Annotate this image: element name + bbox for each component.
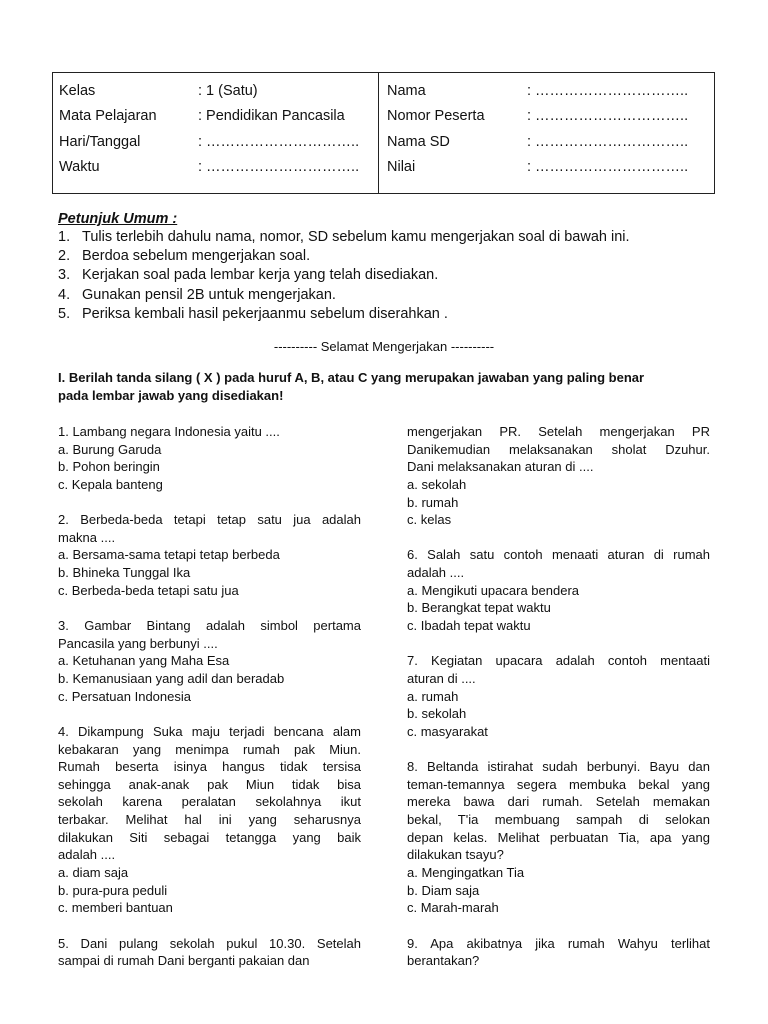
question-text: 4. Dikampung Suka maju terjadi bencana alam xyxy=(58,723,361,739)
answer-option: a. Mengingatkan Tia xyxy=(407,865,525,881)
question-text: 2. Berbeda-beda tetapi tetap satu jua adalah xyxy=(58,512,361,528)
answer-option: b. Bhineka Tunggal Ika xyxy=(58,565,191,581)
question-text: terbakar. Melihat hal ini yang seharusnya xyxy=(58,812,361,828)
question-text: depan kelas. Melihat perbuatan Tia, apa yang xyxy=(407,829,710,845)
question-text: 5. Dani pulang sekolah pukul 10.30. Setelah xyxy=(58,935,361,951)
question-text: 6. Salah satu contoh menaati aturan di rumah xyxy=(407,547,710,563)
question-text: sehingga anak-anak pak Miun tidak bisa xyxy=(58,776,361,792)
section-instruction xyxy=(58,369,710,404)
table-divider xyxy=(378,73,379,193)
question-text: makna .... xyxy=(58,529,116,545)
instruction-text: Berdoa sebelum mengerjakan soal. xyxy=(82,248,311,265)
field-value: : ………………………….. xyxy=(527,108,689,125)
instruction-number: 3. xyxy=(58,267,71,284)
instruction-text: Tulis terlebih dahulu nama, nomor, SD sebelum kamu mengerjakan soal di bawah ini. xyxy=(82,229,630,245)
section-line: pada lembar jawab yang disediakan! xyxy=(58,387,284,403)
field-value: : ………………………….. xyxy=(198,158,360,175)
student-info-table xyxy=(52,72,715,194)
question-text: Pancasila yang berbunyi .... xyxy=(58,635,218,651)
field-label: Nilai xyxy=(387,158,416,175)
instruction-text: Periksa kembali hasil pekerjaanmu sebelum diserahkan . xyxy=(82,305,448,322)
answer-option: b. pura-pura peduli xyxy=(58,882,168,898)
question-text: 9. Apa akibatnya jika rumah Wahyu terlihat xyxy=(407,935,710,951)
answer-option: b. Berangkat tepat waktu xyxy=(407,600,551,616)
question-spacer xyxy=(407,635,710,653)
instruction-text: Gunakan pensil 2B untuk mengerjakan. xyxy=(82,286,336,303)
instruction-text: Kerjakan soal pada lembar kerja yang telah disediakan. xyxy=(82,267,439,284)
greeting-text: ---------- Selamat Mengerjakan ---------- xyxy=(273,339,495,354)
field-label: Nama SD xyxy=(387,133,450,150)
answer-option: b. Pohon beringin xyxy=(58,459,160,475)
answer-option: a. Bersama-sama tetapi tetap berbeda xyxy=(58,547,280,563)
question-text: berantakan? xyxy=(407,953,480,969)
field-value: : ………………………….. xyxy=(527,158,689,175)
answer-option: a. Mengikuti upacara bendera xyxy=(407,582,580,598)
questions-right-column xyxy=(407,423,710,970)
question-text: mereka bawa dari rumah. Setelah memakan xyxy=(407,794,710,810)
field-value: : ………………………….. xyxy=(527,83,689,99)
answer-option: c. Persatuan Indonesia xyxy=(58,688,191,704)
question-block xyxy=(407,758,710,917)
instructions-title: Petunjuk Umum : xyxy=(58,211,178,227)
question-text: Danikemudian melaksanakan sholat Dzuhur. xyxy=(407,441,710,457)
field-value: : ………………………….. xyxy=(198,133,360,150)
question-block xyxy=(58,617,361,705)
question-text: dilakukan Siti sebagai tetangga yang baik xyxy=(58,829,361,845)
question-text: Dani melaksanakan aturan di .... xyxy=(407,459,594,475)
question-text: 3. Gambar Bintang adalah simbol pertama xyxy=(58,618,361,634)
question-text: aturan di .... xyxy=(407,670,476,686)
instruction-number: 2. xyxy=(58,248,71,265)
question-text: sampai di rumah Dani berganti pakaian dan xyxy=(58,953,310,969)
answer-option: c. masyarakat xyxy=(407,723,488,739)
field-label: Mata Pelajaran xyxy=(59,108,157,125)
question-text: teman-temannya segera membuka bekal yang xyxy=(407,776,710,792)
section-line: I. Berilah tanda silang ( X ) pada huruf A, B, atau C yang merupakan jawaban yang paling benar xyxy=(58,370,645,385)
field-label: Nama xyxy=(387,83,426,99)
question-spacer xyxy=(58,599,361,617)
question-text: adalah .... xyxy=(407,565,465,581)
field-label: Nomor Peserta xyxy=(387,108,485,125)
question-text: adalah .... xyxy=(58,847,116,863)
question-block xyxy=(407,423,710,529)
field-label: Kelas xyxy=(59,83,96,99)
answer-option: c. Kepala banteng xyxy=(58,476,163,492)
question-spacer xyxy=(407,529,710,547)
instruction-number: 5. xyxy=(58,305,71,322)
question-spacer xyxy=(407,917,710,935)
answer-option: c. kelas xyxy=(407,512,452,528)
question-spacer xyxy=(58,494,361,512)
question-block xyxy=(58,935,361,970)
field-label: Waktu xyxy=(59,158,100,175)
answer-option: c. memberi bantuan xyxy=(58,900,173,916)
question-block xyxy=(58,723,361,917)
answer-option: a. rumah xyxy=(407,688,459,704)
answer-option: a. Burung Garuda xyxy=(58,441,162,457)
question-text: sekolah karena peralatan sekolahnya ikut xyxy=(58,794,361,810)
question-text: 7. Kegiatan upacara adalah contoh mentaati xyxy=(407,653,710,669)
answer-option: b. rumah xyxy=(407,494,459,510)
instruction-number: 4. xyxy=(58,286,71,303)
questions-left-column xyxy=(58,423,361,970)
question-spacer xyxy=(58,705,361,723)
answer-option: c. Ibadah tepat waktu xyxy=(407,618,531,634)
answer-option: a. sekolah xyxy=(407,476,467,492)
question-text: 8. Beltanda istirahat sudah berbunyi. Bayu dan xyxy=(407,759,710,775)
question-text: mengerjakan PR. Setelah mengerjakan PR xyxy=(407,424,710,439)
question-text: bekal, T'ia membuang sampah di selokan xyxy=(407,812,710,828)
question-block xyxy=(407,652,710,740)
question-text: 1. Lambang negara Indonesia yaitu .... xyxy=(58,424,280,439)
question-spacer xyxy=(407,741,710,759)
field-value: : Pendidikan Pancasila xyxy=(198,108,345,125)
answer-option: c. Marah-marah xyxy=(407,900,499,916)
question-text: dilakukan tsayu? xyxy=(407,847,504,863)
question-block xyxy=(58,511,361,599)
answer-option: a. diam saja xyxy=(58,865,129,881)
answer-option: a. Ketuhanan yang Maha Esa xyxy=(58,653,230,669)
field-value: : 1 (Satu) xyxy=(198,83,258,99)
answer-option: b. Kemanusiaan yang adil dan beradab xyxy=(58,670,285,686)
question-text: kebakaran yang menimpa rumah pak Miun. xyxy=(58,741,361,757)
field-value: : ………………………….. xyxy=(527,133,689,150)
question-spacer xyxy=(58,917,361,935)
answer-option: b. Diam saja xyxy=(407,882,480,898)
question-block xyxy=(407,546,710,634)
answer-option: b. sekolah xyxy=(407,706,467,722)
field-label: Hari/Tanggal xyxy=(59,133,141,150)
question-block xyxy=(58,423,361,494)
question-block xyxy=(407,935,710,970)
question-text: Rumah beserta isinya hangus tidak tersisa xyxy=(58,759,361,775)
instruction-number: 1. xyxy=(58,229,71,245)
answer-option: c. Berbeda-beda tetapi satu jua xyxy=(58,582,239,598)
